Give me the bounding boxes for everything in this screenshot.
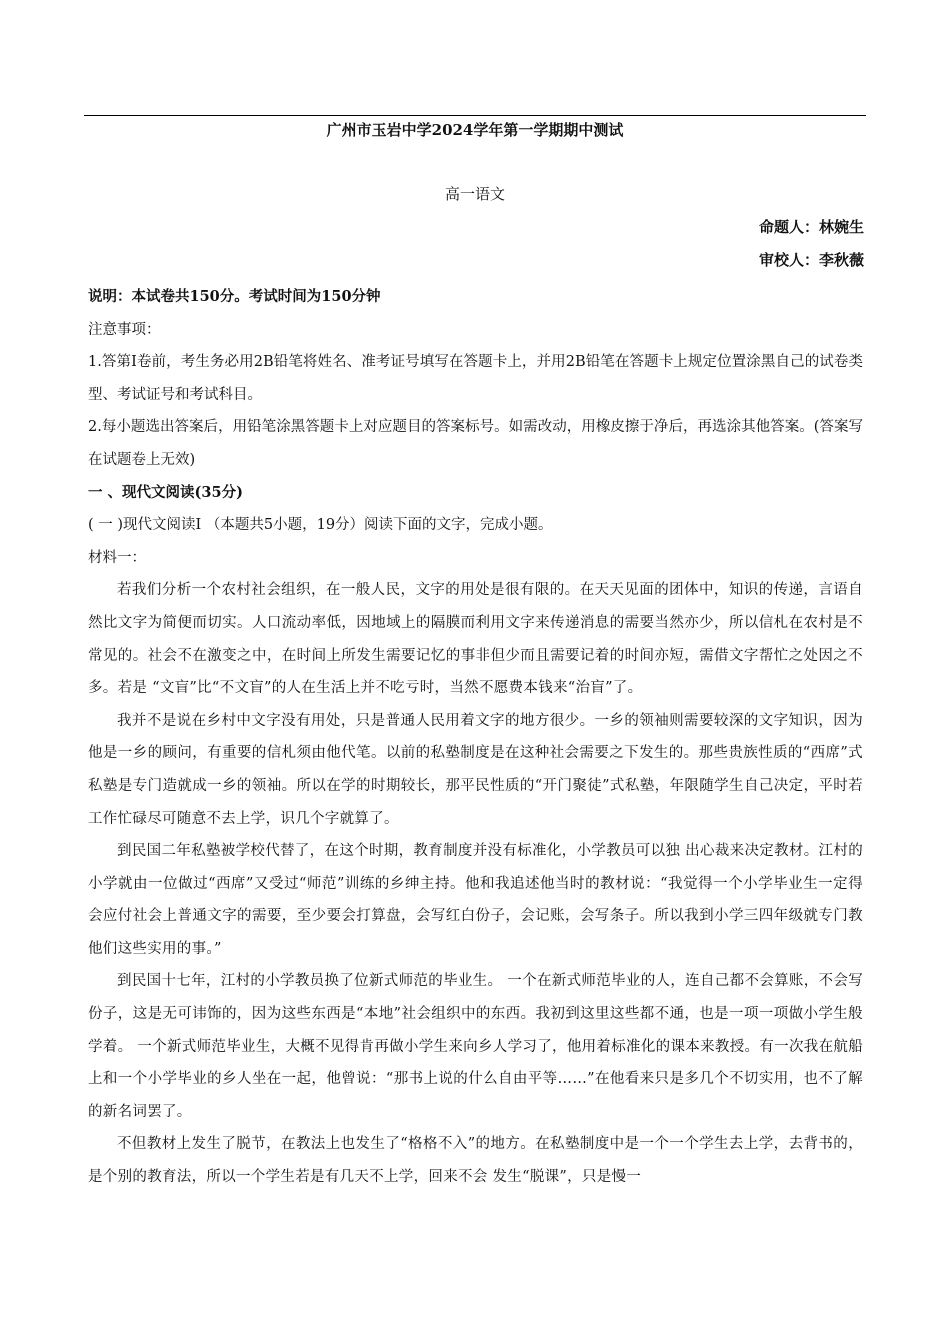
note-1: 1.答第I卷前，考生务必用2B铅笔将姓名、准考证号填写在答题卡上，并用2B铅笔在答题卡上规定位置涂黑自己的试卷类型、考试证号和考试科目。 [88, 354, 863, 403]
question-setter: 命题人：林婉生 [758, 218, 864, 236]
note-2: 2.每小题选出答案后，用铅笔涂黑答题卡上对应题目的答案标号。如需改动，用橡皮擦于净后，再选涂其他答案。(答案写在试题卷上无效) [88, 419, 863, 468]
reading-paragraph: 我并不是说在乡村中文字没有用处，只是普通人民用着文字的地方很少。一乡的领袖则需要较深的文字知识，因为他是一乡的顾问，有重要的信札须由他代笔。以前的私塾制度是在这种社会需要之下发生的。那些贵族性质的“西席”式私塾是专门造就成一乡的领袖。所以在学的时期较长，那平民性质的“开门聚徒”式私塾，年限随学生自己决定，平时若工作忙碌尽可随意不去上学，识几个字就算了。 [88, 712, 863, 827]
subject-title: 高一语文 [444, 185, 505, 203]
material-label: 材料一： [88, 549, 146, 566]
notes-heading: 注意事项： [88, 321, 161, 338]
sub-section-heading: ( 一 )现代文阅读I （本题共5小题，19分）阅读下面的文字，完成小题。 [88, 517, 553, 534]
reading-paragraph: 到民国十七年，江村的小学教员换了位新式师范的毕业生。 一个在新式师范毕业的人，连自己都不会算账，不会写份子，这是无可讳饰的，因为这些东西是“本地”社会组织中的东西。我初到这里这些都不通，也是一项一项做小学生般学着。 一个新式师范毕业生，大概不见得肯再做小学生来向乡人学习了，他用着标准化的课本来教授。有一次我在航船上和一个小学毕业的乡人坐在一起，他曾说：“那书上说的什么自由平等……”在他看来只是多几个不切实用，也不了解的新名词罢了。 [88, 973, 863, 1120]
exam-title: 广州市玉岩中学2024学年第一学期期中测试 [326, 121, 624, 139]
reading-paragraph: 若我们分析一个农村社会组织，在一般人民，文字的用处是很有限的。在天天见面的团体中，知识的传递，言语自然比文字为简便而切实。人口流动率低，因地域上的隔膜而利用文字来传递消息的需要当然亦少，所以信札在农村是不常见的。社会不在激变之中，在时间上所发生需要记忆的事非但少而且需要记着的时间亦短，需借文字帮忙之处因之不多。若是 “文盲”比“不文盲”的人在生活上并不吃亏时，当然不愿费本钱来“治盲”了。 [88, 582, 863, 697]
reading-paragraph: 到民国二年私塾被学校代替了，在这个时期，教育制度并没有标准化，小学教员可以独 出心裁来决定教材。江村的小学就由一位做过“西席”又受过“师范”训练的乡绅主持。他和我追述他当时的教材说：“我觉得一个小学毕业生一定得会应付社会上普通文字的需要，至少要会打算盘，会写红白份子，会记账，会写条子。所以我到小学三四年级就专门教他们这些实用的事。” [88, 843, 863, 957]
section-heading: 一 、现代文阅读(35分) [88, 483, 243, 501]
reviewer: 审校人：李秋薇 [758, 251, 864, 269]
header-rule [84, 115, 866, 116]
reading-paragraph: 不但教材上发生了脱节，在教法上也发生了“格格不入”的地方。在私塾制度中是一个一个学生去上学，去背书的，是个别的教育法，所以一个学生若是有几天不上学，回来不会 发生“脱课”，只是慢一 [88, 1136, 863, 1186]
exam-content [88, 281, 863, 1194]
instructions-summary: 说明：本试卷共150分。考试时间为150分钟 [88, 288, 381, 305]
